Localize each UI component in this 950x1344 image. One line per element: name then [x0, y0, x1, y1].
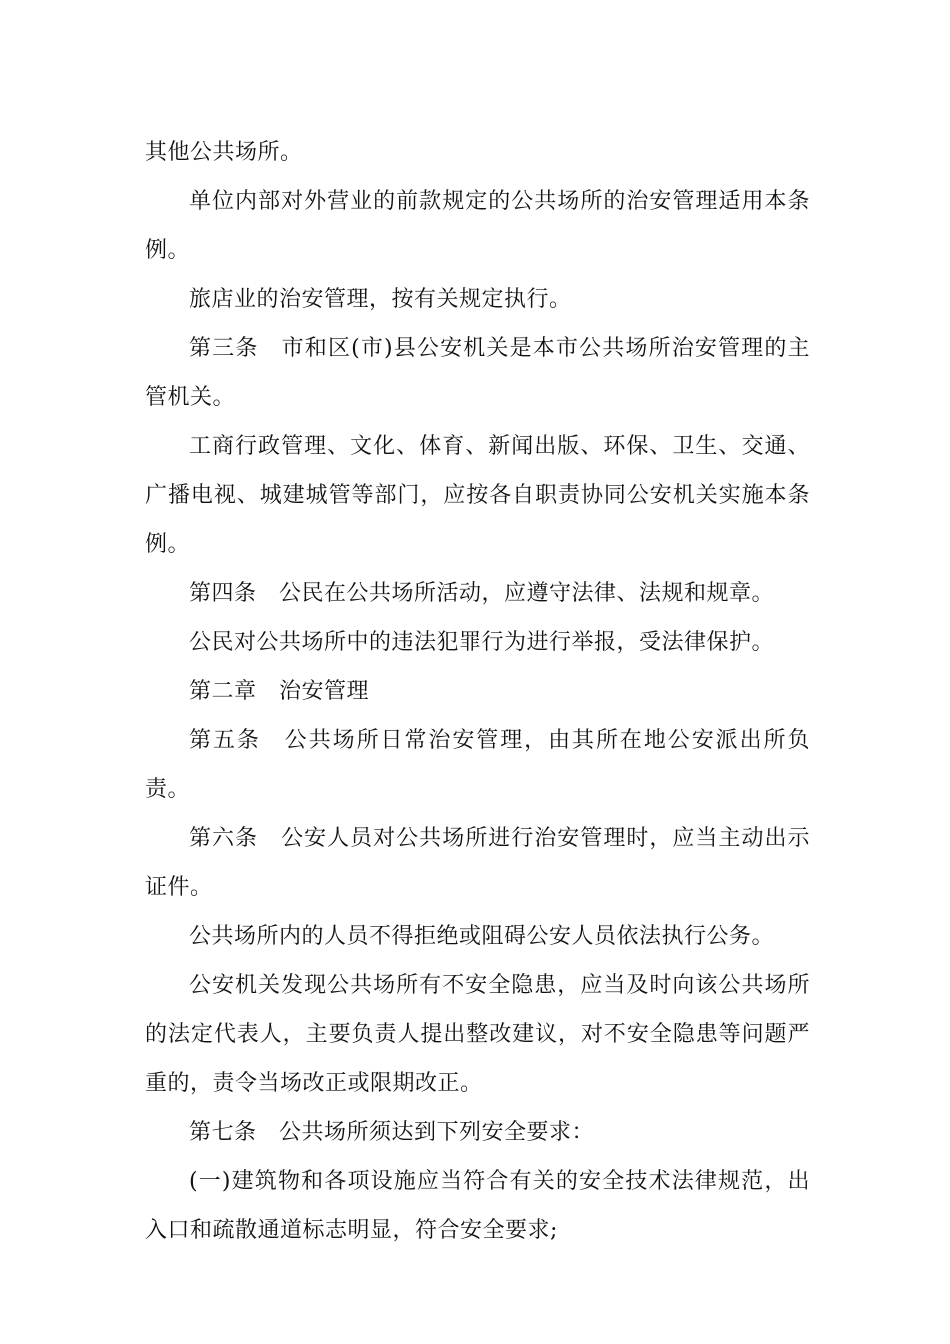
- paragraph-5: 工商行政管理、文化、体育、新闻出版、环保、卫生、交通、广播电视、城建城管等部门，应按各自职责协同公安机关实施本条例。: [145, 434, 810, 557]
- paragraph-2: 单位内部对外营业的前款规定的公共场所的治安管理适用本条例。: [145, 189, 810, 263]
- article-6-paragraph: 第六条 公安人员对公共场所进行治安管理时，应当主动出示证件。: [145, 826, 810, 900]
- chapter-2-heading: 第二章 治安管理: [189, 679, 370, 704]
- article-4-paragraph: 第四条 公民在公共场所活动，应遵守法律、法规和规章。: [189, 581, 775, 606]
- document-body: [145, 128, 810, 1255]
- paragraph-1: 其他公共场所。: [145, 140, 303, 165]
- paragraph-12: 公安机关发现公共场所有不安全隐患，应当及时向该公共场所的法定代表人，主要负责人提出整改建议，对不安全隐患等问题严重的，责令当场改正或限期改正。: [145, 973, 810, 1096]
- paragraph-7: 公民对公共场所中的违法犯罪行为进行举报，受法律保护。: [189, 630, 775, 655]
- paragraph-3: 旅店业的治安管理，按有关规定执行。: [189, 287, 572, 312]
- article-7-item-1: (一)建筑物和各项设施应当符合有关的安全技术法律规范，出入口和疏散通道标志明显，符合安全要求;: [145, 1169, 810, 1243]
- article-3-paragraph: 第三条 市和区(市)县公安机关是本市公共场所治安管理的主管机关。: [145, 336, 810, 410]
- paragraph-11: 公共场所内的人员不得拒绝或阻碍公安人员依法执行公务。: [189, 924, 775, 949]
- article-5-paragraph: 第五条 公共场所日常治安管理，由其所在地公安派出所负责。: [145, 728, 810, 802]
- article-7-paragraph: 第七条 公共场所须达到下列安全要求：: [189, 1120, 595, 1145]
